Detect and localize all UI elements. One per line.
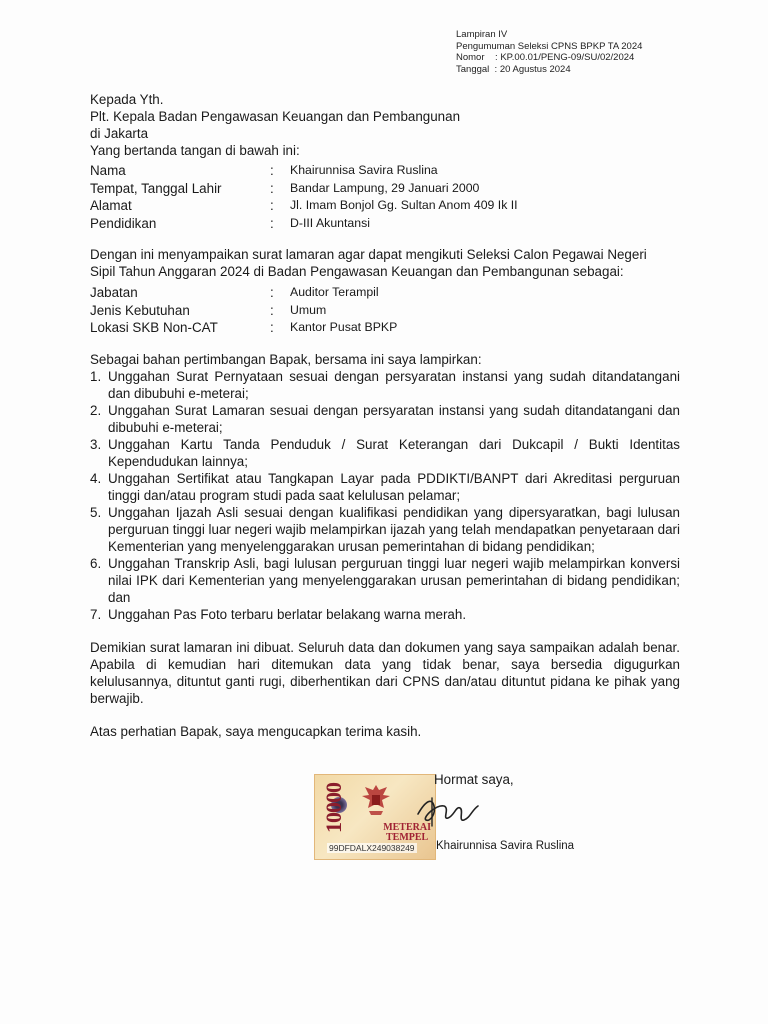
field-colon: : xyxy=(270,302,274,318)
paragraph-line: Dengan ini menyampaikan surat lamaran agar dapat mengikuti Seleksi Calon Pegawai Negeri xyxy=(90,247,647,262)
handwritten-signature-icon xyxy=(412,792,482,832)
field-colon: : xyxy=(270,215,274,231)
field-value: D-III Akuntansi xyxy=(290,215,370,230)
identity-row xyxy=(90,197,680,215)
identity-row xyxy=(90,162,680,180)
garuda-emblem-icon xyxy=(359,781,393,821)
list-item xyxy=(90,368,680,402)
item-number: 3. xyxy=(90,436,102,452)
greeting: Kepada Yth. xyxy=(90,92,164,107)
paragraph-line: Sipil Tahun Anggaran 2024 di Badan Pengawasan Keuangan dan Pembangunan sebagai: xyxy=(90,264,624,279)
header-line: Nomor : KP.00.01/PENG-09/SU/02/2024 xyxy=(456,52,635,63)
field-value: Khairunnisa Savira Ruslina xyxy=(290,163,438,177)
stamp-label-line: TEMPEL xyxy=(385,832,429,843)
header-line: Pengumuman Seleksi CPNS BPKP TA 2024 xyxy=(456,40,643,52)
field-label: Pendidikan xyxy=(90,215,157,231)
identity-row xyxy=(90,180,680,198)
field-label: Tempat, Tanggal Lahir xyxy=(90,180,222,196)
item-text: Unggahan Surat Lamaran sesuai dengan persyaratan instansi yang sudah ditandatangani dan dibubuhi e-meterai; xyxy=(108,402,680,435)
position-row xyxy=(90,319,680,337)
list-item xyxy=(90,436,680,470)
field-label: Jabatan xyxy=(90,285,138,300)
item-text: Unggahan Kartu Tanda Penduduk / Surat Keterangan dari Dukcapil / Bukti Identitas Kependudukan lainnya; xyxy=(108,436,680,469)
stamp-code: 99DFDALX249038249 xyxy=(329,843,415,853)
header-line: Tanggal : 20 Agustus 2024 xyxy=(456,63,571,75)
item-number: 7. xyxy=(90,606,102,622)
field-label: Alamat xyxy=(90,198,132,213)
field-colon: : xyxy=(270,198,274,213)
item-number: 2. xyxy=(90,402,102,418)
thanks-text: Atas perhatian Bapak, saya mengucapkan terima kasih. xyxy=(90,723,422,739)
identity-table xyxy=(90,162,680,232)
position-row xyxy=(90,284,680,302)
item-number: 5. xyxy=(90,504,102,520)
stamp-label-line: METERAI xyxy=(383,822,431,833)
attachment-header xyxy=(456,29,642,75)
signature-block xyxy=(314,772,614,862)
item-text: Unggahan Ijazah Asli sesuai dengan kualifikasi pendidikan yang dipersyaratkan, bagi lulusan perguruan tinggi luar negeri wajib melampirkan ijazah yang telah mendapatkan penyetaraan dari Kementerian yang menyelenggarakan urusan pemerintahan di bidang pendidikan; xyxy=(108,504,680,554)
application-paragraph xyxy=(90,246,680,280)
attachments-list xyxy=(90,368,680,623)
field-value: Kantor Pusat BPKP xyxy=(290,320,398,334)
list-item xyxy=(90,402,680,436)
position-row xyxy=(90,302,680,320)
recipient-location: di Jakarta xyxy=(90,126,149,141)
list-item xyxy=(90,470,680,504)
field-colon: : xyxy=(270,163,274,178)
field-label: Jenis Kebutuhan xyxy=(90,302,190,318)
intro-text: Yang bertanda tangan di bawah ini: xyxy=(90,143,300,158)
item-text: Unggahan Transkrip Asli, bagi lulusan perguruan tinggi luar negeri wajib melampirkan konversi nilai IPK dari Kementerian yang menyelenggarakan urusan pemerintahan di bidang pendidikan; dan xyxy=(108,555,680,605)
recipient: Plt. Kepala Badan Pengawasan Keuangan dan Pembangunan xyxy=(90,109,461,124)
item-number: 1. xyxy=(90,368,102,384)
item-text: Unggahan Surat Pernyataan sesuai dengan persyaratan instansi yang sudah ditandatangani dan dibubuhi e-meterai; xyxy=(108,368,680,401)
field-colon: : xyxy=(270,285,274,300)
field-value: Auditor Terampil xyxy=(290,285,379,299)
identity-row xyxy=(90,215,680,233)
list-item xyxy=(90,504,680,555)
field-value: Jl. Imam Bonjol Gg. Sultan Anom 409 Ik II xyxy=(290,198,518,212)
field-colon: : xyxy=(270,320,274,335)
declaration-paragraph: Demikian surat lamaran ini dibuat. Seluruh data dan dokumen yang saya sampaikan adalah benar. Apabila di kemudian hari ditemukan data yang tidak benar, saya bersedia digugurkan kelulusannya, dituntut ganti rugi, diberhentikan dari CPNS dan/atau dituntut pidana ke pihak yang berwajib. xyxy=(90,639,680,706)
item-number: 4. xyxy=(90,470,102,486)
field-label: Lokasi SKB Non-CAT xyxy=(90,320,218,335)
closing-text: Hormat saya, xyxy=(434,772,514,787)
field-label: Nama xyxy=(90,163,126,178)
signer-name: Khairunnisa Savira Ruslina xyxy=(436,840,575,852)
item-number: 6. xyxy=(90,555,102,571)
item-text: Unggahan Sertifikat atau Tangkapan Layar pada PDDIKTI/BANPT dari Akreditasi perguruan tinggi dan/atau program studi pada saat kelulusan pelamar; xyxy=(108,470,680,503)
list-item xyxy=(90,606,680,623)
letter-body xyxy=(90,91,680,740)
item-text: Unggahan Pas Foto terbaru berlatar belakang warna merah. xyxy=(108,606,467,622)
attachments-section xyxy=(90,351,680,623)
field-value: Umum xyxy=(290,302,327,317)
attachments-intro: Sebagai bahan pertimbangan Bapak, bersama ini saya lampirkan: xyxy=(90,351,482,367)
list-item xyxy=(90,555,680,606)
header-line: Lampiran IV xyxy=(456,29,508,40)
field-value: Bandar Lampung, 29 Januari 2000 xyxy=(290,180,480,195)
stamp-value: 10000 xyxy=(321,783,346,833)
field-colon: : xyxy=(270,180,274,196)
position-table xyxy=(90,284,680,337)
